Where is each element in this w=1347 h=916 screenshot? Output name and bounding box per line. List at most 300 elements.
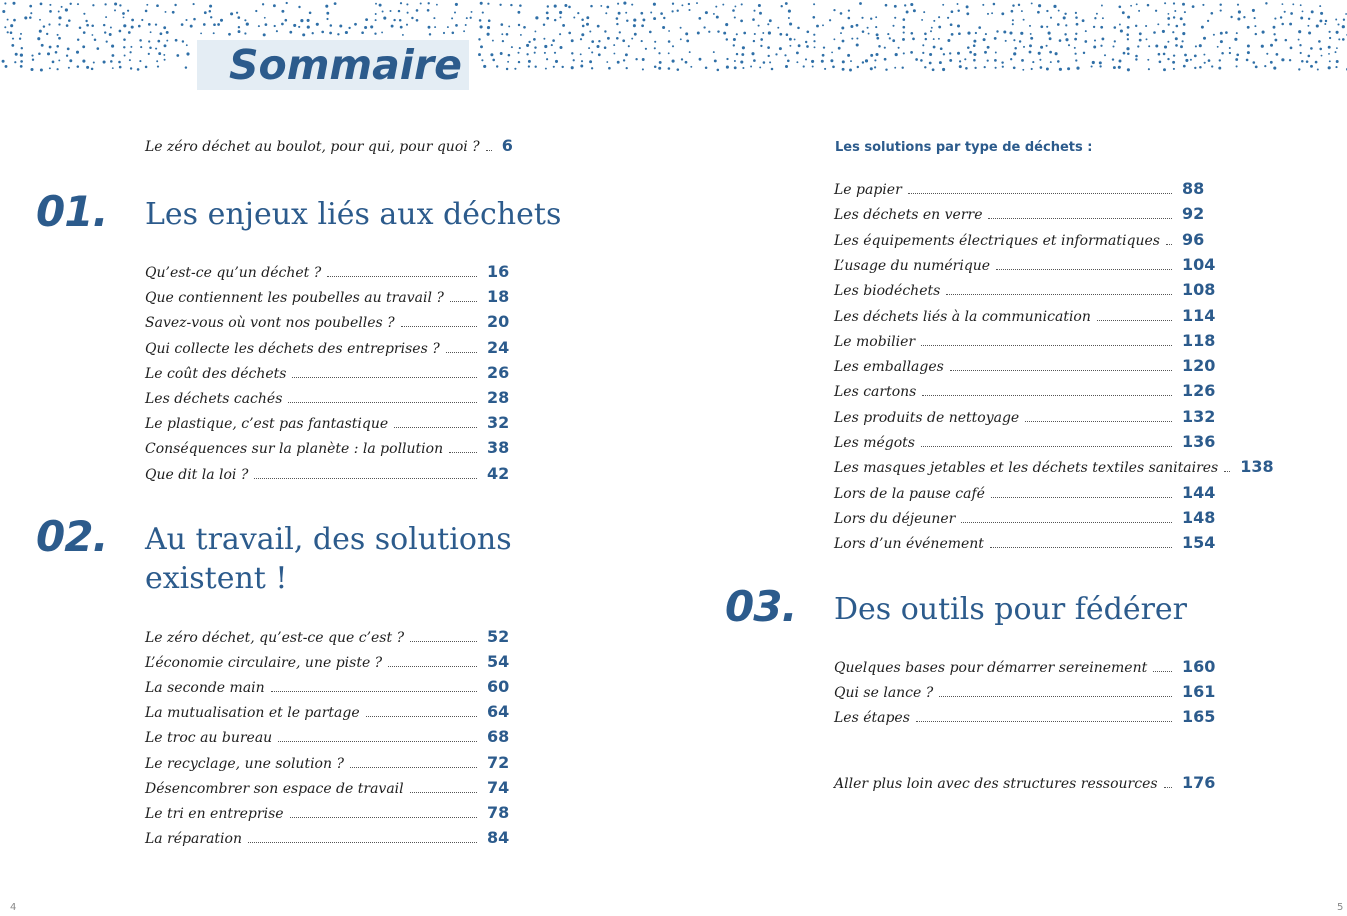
pattern-dot bbox=[204, 11, 207, 14]
toc-entry[interactable] bbox=[834, 655, 1216, 677]
toc-entry-page: 64 bbox=[487, 702, 510, 722]
pattern-dot bbox=[7, 19, 9, 21]
pattern-dot bbox=[37, 37, 40, 40]
pattern-dot bbox=[1075, 16, 1078, 19]
pattern-dot bbox=[973, 59, 976, 62]
pattern-dot bbox=[716, 16, 719, 19]
toc-entry[interactable] bbox=[834, 354, 1216, 376]
pattern-dot bbox=[1289, 23, 1292, 26]
pattern-dot bbox=[4, 2, 6, 4]
pattern-dot bbox=[1112, 58, 1114, 60]
pattern-dot bbox=[471, 11, 473, 13]
pattern-dot bbox=[605, 12, 607, 14]
pattern-dot bbox=[892, 39, 895, 42]
dot-leader bbox=[248, 842, 477, 843]
pattern-dot bbox=[82, 60, 85, 63]
pattern-dot bbox=[1021, 59, 1024, 62]
pattern-dot bbox=[902, 67, 904, 69]
pattern-dot bbox=[139, 60, 141, 62]
pattern-dot bbox=[699, 58, 702, 61]
pattern-dot bbox=[12, 2, 15, 5]
pattern-dot bbox=[742, 46, 745, 49]
pattern-dot bbox=[870, 18, 872, 20]
pattern-dot bbox=[1050, 61, 1052, 63]
pattern-dot bbox=[1049, 37, 1052, 40]
toc-entry-page: 144 bbox=[1182, 482, 1216, 502]
pattern-dot bbox=[466, 17, 468, 19]
dot-leader bbox=[410, 641, 477, 642]
pattern-dot bbox=[973, 40, 976, 43]
pattern-dot bbox=[1174, 10, 1176, 12]
pattern-dot bbox=[65, 8, 68, 11]
toc-entry[interactable] bbox=[145, 826, 521, 848]
pattern-dot bbox=[995, 67, 997, 69]
toc-entry[interactable] bbox=[145, 751, 521, 773]
pattern-dot bbox=[501, 33, 503, 35]
pattern-dot bbox=[1199, 44, 1202, 47]
pattern-dot bbox=[1096, 13, 1098, 15]
pattern-dot bbox=[821, 60, 824, 63]
pattern-dot bbox=[1221, 52, 1224, 55]
pattern-dot bbox=[633, 24, 636, 27]
pattern-dot bbox=[1155, 10, 1157, 12]
pattern-dot bbox=[77, 65, 80, 68]
dot-leader bbox=[988, 218, 1172, 219]
pattern-dot bbox=[106, 40, 108, 42]
pattern-dot bbox=[623, 59, 625, 61]
pattern-dot bbox=[690, 66, 692, 68]
toc-entry[interactable] bbox=[145, 361, 521, 383]
pattern-dot bbox=[987, 13, 989, 15]
dot-leader bbox=[1224, 471, 1230, 472]
pattern-dot bbox=[581, 18, 584, 21]
pattern-dot bbox=[1217, 46, 1219, 48]
pattern-dot bbox=[654, 41, 656, 43]
toc-entry[interactable] bbox=[834, 680, 1216, 702]
pattern-dot bbox=[1343, 19, 1345, 21]
pattern-dot bbox=[285, 19, 288, 22]
pattern-dot bbox=[642, 18, 645, 21]
toc-entry[interactable] bbox=[834, 531, 1216, 553]
pattern-dot bbox=[1316, 24, 1319, 27]
pattern-dot bbox=[838, 47, 841, 50]
pattern-dot bbox=[959, 65, 962, 68]
pattern-dot bbox=[411, 17, 413, 19]
toc-entry-intro[interactable] bbox=[145, 134, 521, 156]
toc-entry[interactable] bbox=[834, 253, 1216, 275]
pattern-dot bbox=[47, 52, 50, 55]
pattern-dot bbox=[514, 68, 516, 70]
pattern-dot bbox=[276, 30, 278, 32]
pattern-dot bbox=[816, 25, 819, 28]
pattern-dot bbox=[625, 12, 627, 14]
pattern-dot bbox=[544, 52, 546, 54]
pattern-dot bbox=[281, 10, 284, 13]
toc-entry[interactable] bbox=[834, 405, 1216, 427]
pattern-dot bbox=[750, 66, 752, 68]
toc-entry-label: L’économie circulaire, une piste ? bbox=[145, 655, 383, 672]
dot-leader bbox=[1166, 244, 1172, 245]
pattern-dot bbox=[383, 17, 386, 20]
toc-entry-page: 92 bbox=[1182, 204, 1205, 224]
pattern-dot bbox=[788, 17, 790, 19]
pattern-dot bbox=[186, 52, 189, 55]
pattern-dot bbox=[172, 11, 175, 14]
toc-entry[interactable] bbox=[145, 436, 521, 458]
pattern-dot bbox=[1254, 25, 1256, 27]
pattern-dot bbox=[262, 3, 264, 5]
pattern-dot bbox=[1185, 59, 1188, 62]
pattern-dot bbox=[67, 48, 70, 51]
pattern-dot bbox=[763, 61, 766, 64]
pattern-dot bbox=[723, 32, 726, 35]
pattern-dot bbox=[49, 10, 52, 13]
pattern-dot bbox=[1076, 67, 1079, 70]
dot-leader bbox=[996, 269, 1172, 270]
toc-entry-page: 16 bbox=[487, 262, 510, 281]
pattern-dot bbox=[1118, 5, 1121, 8]
pattern-dot bbox=[1172, 31, 1174, 33]
toc-entry[interactable] bbox=[145, 285, 521, 307]
pattern-dot bbox=[903, 52, 905, 54]
pattern-dot bbox=[616, 37, 619, 40]
pattern-dot bbox=[263, 33, 266, 36]
pattern-dot bbox=[96, 47, 99, 50]
pattern-dot bbox=[329, 32, 332, 35]
pattern-dot bbox=[1328, 53, 1330, 55]
pattern-dot bbox=[1202, 4, 1204, 6]
pattern-dot bbox=[1319, 5, 1321, 7]
pattern-dot bbox=[618, 12, 621, 15]
pattern-dot bbox=[753, 10, 755, 12]
pattern-dot bbox=[1159, 60, 1162, 63]
pattern-dot bbox=[465, 24, 467, 26]
toc-entry[interactable] bbox=[145, 776, 521, 798]
right-page-number: 5 bbox=[1337, 902, 1344, 913]
pattern-dot bbox=[1180, 45, 1183, 48]
pattern-dot bbox=[1147, 4, 1150, 7]
pattern-dot bbox=[642, 58, 645, 61]
pattern-dot bbox=[1255, 33, 1257, 35]
pattern-dot bbox=[57, 68, 59, 70]
pattern-dot bbox=[1067, 67, 1070, 70]
toc-entry[interactable] bbox=[834, 177, 1216, 199]
toc-entry[interactable] bbox=[834, 379, 1216, 401]
toc-entry-label: Les masques jetables et les déchets textiles sanitaires bbox=[834, 460, 1219, 477]
pattern-dot bbox=[705, 11, 708, 14]
pattern-dot bbox=[987, 46, 990, 49]
pattern-dot bbox=[1114, 40, 1116, 42]
pattern-dot bbox=[1184, 54, 1187, 57]
pattern-dot bbox=[686, 39, 689, 42]
toc-entry-label: Conséquences sur la planète : la pollution bbox=[145, 441, 444, 458]
pattern-dot bbox=[77, 3, 79, 5]
pattern-dot bbox=[884, 58, 887, 61]
toc-entry[interactable] bbox=[834, 481, 1216, 503]
pattern-dot bbox=[842, 68, 845, 71]
toc-entry-page: 108 bbox=[1182, 280, 1216, 300]
pattern-dot bbox=[1113, 66, 1116, 69]
pattern-dot bbox=[146, 4, 148, 6]
pattern-dot bbox=[416, 19, 419, 22]
pattern-dot bbox=[193, 18, 196, 21]
pattern-dot bbox=[1046, 45, 1048, 47]
toc-entry-page: 68 bbox=[487, 727, 510, 747]
pattern-dot bbox=[309, 12, 312, 15]
pattern-dot bbox=[640, 12, 643, 15]
pattern-dot bbox=[436, 4, 438, 6]
pattern-dot bbox=[1127, 68, 1130, 71]
pattern-dot bbox=[617, 61, 620, 64]
pattern-dot bbox=[5, 65, 8, 68]
toc-entry-page: 160 bbox=[1182, 657, 1216, 676]
pattern-dot bbox=[66, 24, 69, 27]
section-title-02-line1: Au travail, des solutions bbox=[145, 522, 512, 557]
pattern-dot bbox=[1167, 58, 1169, 60]
pattern-dot bbox=[298, 26, 300, 28]
pattern-dot bbox=[2, 60, 5, 63]
toc-entry-page: 96 bbox=[1182, 229, 1205, 249]
dot-leader bbox=[1153, 671, 1172, 672]
pattern-dot bbox=[1123, 52, 1126, 55]
toc-entry[interactable] bbox=[834, 304, 1216, 326]
pattern-dot bbox=[949, 52, 951, 54]
section-title-03: Des outils pour fédérer bbox=[834, 592, 1188, 627]
pattern-dot bbox=[733, 38, 736, 41]
pattern-dot bbox=[546, 58, 548, 60]
pattern-dot bbox=[653, 3, 656, 6]
pattern-dot bbox=[608, 67, 611, 70]
pattern-dot bbox=[68, 67, 70, 69]
pattern-dot bbox=[833, 38, 835, 40]
pattern-dot bbox=[957, 3, 959, 5]
pattern-dot bbox=[1099, 61, 1102, 64]
toc-entry-label: Le papier bbox=[834, 182, 902, 198]
solutions-heading: Les solutions par type de déchets : bbox=[835, 140, 1093, 155]
pattern-dot bbox=[933, 38, 935, 40]
pattern-dot bbox=[1180, 17, 1183, 20]
pattern-dot bbox=[375, 3, 377, 5]
pattern-dot bbox=[433, 17, 435, 19]
pattern-dot bbox=[824, 68, 826, 70]
pattern-dot bbox=[1229, 47, 1231, 49]
pattern-dot bbox=[606, 61, 608, 63]
pattern-dot bbox=[797, 27, 800, 30]
pattern-dot bbox=[741, 53, 744, 56]
pattern-dot bbox=[141, 19, 143, 21]
pattern-dot bbox=[1342, 25, 1345, 28]
toc-entry-label: Les déchets liés à la communication bbox=[834, 308, 1091, 325]
pattern-dot bbox=[334, 2, 337, 5]
pattern-dot bbox=[623, 2, 626, 5]
toc-entry[interactable] bbox=[145, 725, 521, 747]
toc-entry[interactable] bbox=[145, 411, 521, 433]
toc-entry[interactable] bbox=[145, 801, 521, 823]
pattern-dot bbox=[1190, 59, 1192, 61]
toc-entry[interactable] bbox=[834, 329, 1216, 351]
toc-entry[interactable] bbox=[834, 705, 1216, 727]
pattern-dot bbox=[1246, 59, 1249, 62]
toc-entry[interactable] bbox=[834, 430, 1216, 452]
pattern-dot bbox=[894, 67, 896, 69]
toc-entry-page: 118 bbox=[1182, 330, 1216, 350]
pattern-dot bbox=[1022, 69, 1024, 71]
pattern-dot bbox=[571, 52, 573, 54]
section-number-03: 03. bbox=[725, 582, 797, 631]
pattern-dot bbox=[850, 25, 853, 28]
toc-entry-outro[interactable] bbox=[834, 771, 1216, 793]
toc-entry[interactable] bbox=[145, 650, 521, 672]
toc-entry[interactable] bbox=[145, 310, 521, 332]
pattern-dot bbox=[258, 25, 260, 27]
toc-entry-page: 24 bbox=[487, 337, 510, 357]
pattern-dot bbox=[1055, 52, 1058, 55]
pattern-dot bbox=[138, 25, 141, 28]
pattern-dot bbox=[1038, 52, 1041, 55]
pattern-dot bbox=[123, 46, 125, 48]
toc-entry[interactable] bbox=[145, 700, 521, 722]
pattern-dot bbox=[1204, 62, 1206, 64]
pattern-dot bbox=[672, 60, 675, 63]
pattern-dot bbox=[1040, 46, 1043, 49]
toc-entry[interactable] bbox=[145, 386, 521, 408]
pattern-dot bbox=[902, 26, 905, 29]
pattern-dot bbox=[164, 59, 166, 61]
pattern-dot bbox=[1329, 31, 1331, 33]
pattern-dot bbox=[922, 52, 924, 54]
pattern-dot bbox=[789, 45, 791, 47]
toc-entry[interactable] bbox=[834, 202, 1216, 224]
toc-entry-page: 72 bbox=[487, 752, 510, 772]
pattern-dot bbox=[41, 44, 44, 47]
pattern-dot bbox=[1135, 25, 1137, 27]
toc-entry-page: 6 bbox=[501, 136, 513, 155]
toc-entry[interactable] bbox=[145, 625, 521, 647]
pattern-dot bbox=[1030, 37, 1033, 40]
pattern-dot bbox=[1270, 44, 1273, 47]
pattern-dot bbox=[1118, 66, 1121, 69]
pattern-dot bbox=[589, 30, 591, 32]
pattern-dot bbox=[166, 40, 168, 42]
pattern-dot bbox=[862, 30, 865, 33]
pattern-dot bbox=[856, 24, 859, 27]
pattern-dot bbox=[500, 52, 503, 55]
pattern-dot bbox=[734, 66, 737, 69]
pattern-dot bbox=[814, 46, 816, 48]
pattern-dot bbox=[1126, 33, 1129, 36]
toc-entry[interactable] bbox=[145, 260, 521, 282]
pattern-dot bbox=[156, 60, 158, 62]
pattern-dot bbox=[672, 45, 674, 47]
pattern-dot bbox=[1173, 54, 1175, 56]
pattern-dot bbox=[598, 53, 601, 56]
pattern-dot bbox=[273, 4, 276, 7]
pattern-dot bbox=[1122, 11, 1125, 14]
pattern-dot bbox=[30, 68, 33, 71]
toc-entry[interactable] bbox=[145, 462, 521, 484]
pattern-dot bbox=[398, 10, 400, 12]
pattern-dot bbox=[43, 25, 45, 27]
pattern-dot bbox=[581, 33, 584, 36]
toc-entry[interactable] bbox=[834, 455, 1274, 477]
pattern-dot bbox=[52, 61, 55, 64]
pattern-dot bbox=[137, 68, 140, 71]
pattern-dot bbox=[740, 20, 743, 23]
toc-entry-page: 38 bbox=[487, 438, 510, 458]
pattern-dot bbox=[1075, 12, 1077, 14]
pattern-dot bbox=[554, 52, 556, 54]
toc-entry[interactable] bbox=[834, 228, 1216, 250]
pattern-dot bbox=[1175, 44, 1178, 47]
pattern-dot bbox=[982, 4, 984, 6]
toc-entry[interactable] bbox=[834, 506, 1216, 528]
pattern-dot bbox=[1074, 38, 1077, 41]
pattern-dot bbox=[389, 10, 391, 12]
pattern-dot bbox=[751, 52, 754, 55]
toc-entry-page: 126 bbox=[1182, 381, 1216, 401]
pattern-dot bbox=[1040, 25, 1043, 28]
dot-leader bbox=[350, 767, 477, 768]
pattern-dot bbox=[685, 61, 688, 64]
pattern-dot bbox=[339, 25, 342, 28]
pattern-dot bbox=[1336, 60, 1339, 63]
pattern-dot bbox=[156, 4, 159, 7]
toc-entry-page: 132 bbox=[1182, 406, 1216, 426]
pattern-dot bbox=[326, 18, 328, 20]
pattern-dot bbox=[492, 40, 494, 42]
pattern-dot bbox=[849, 69, 852, 72]
pattern-dot bbox=[1282, 3, 1284, 5]
pattern-dot bbox=[487, 33, 490, 36]
pattern-dot bbox=[1059, 68, 1062, 71]
pattern-dot bbox=[543, 24, 545, 26]
toc-entry[interactable] bbox=[145, 336, 521, 358]
pattern-dot bbox=[209, 10, 212, 13]
pattern-dot bbox=[176, 54, 179, 57]
pattern-dot bbox=[1220, 40, 1223, 43]
pattern-dot bbox=[483, 65, 486, 68]
toc-entry[interactable] bbox=[145, 675, 521, 697]
pattern-dot bbox=[762, 32, 764, 34]
dot-leader bbox=[450, 301, 477, 302]
pattern-dot bbox=[1164, 2, 1166, 4]
pattern-dot bbox=[904, 4, 906, 6]
pattern-dot bbox=[1247, 26, 1250, 29]
pattern-dot bbox=[924, 66, 926, 68]
section-number-01: 01. bbox=[36, 187, 108, 236]
pattern-dot bbox=[481, 59, 483, 61]
pattern-dot bbox=[726, 58, 728, 60]
pattern-dot bbox=[518, 61, 520, 63]
pattern-dot bbox=[148, 23, 151, 26]
pattern-dot bbox=[58, 59, 60, 61]
pattern-dot bbox=[958, 32, 961, 35]
pattern-dot bbox=[571, 39, 574, 42]
pattern-dot bbox=[714, 59, 717, 62]
pattern-dot bbox=[1247, 51, 1250, 54]
pattern-dot bbox=[535, 16, 538, 19]
pattern-dot bbox=[1037, 11, 1040, 14]
pattern-dot bbox=[1048, 32, 1051, 35]
pattern-dot bbox=[364, 26, 367, 29]
pattern-dot bbox=[796, 51, 799, 54]
pattern-dot bbox=[1274, 39, 1277, 42]
toc-entry[interactable] bbox=[834, 278, 1216, 300]
pattern-dot bbox=[668, 30, 670, 32]
pattern-dot bbox=[523, 26, 526, 29]
pattern-dot bbox=[375, 13, 377, 15]
pattern-dot bbox=[830, 59, 833, 62]
